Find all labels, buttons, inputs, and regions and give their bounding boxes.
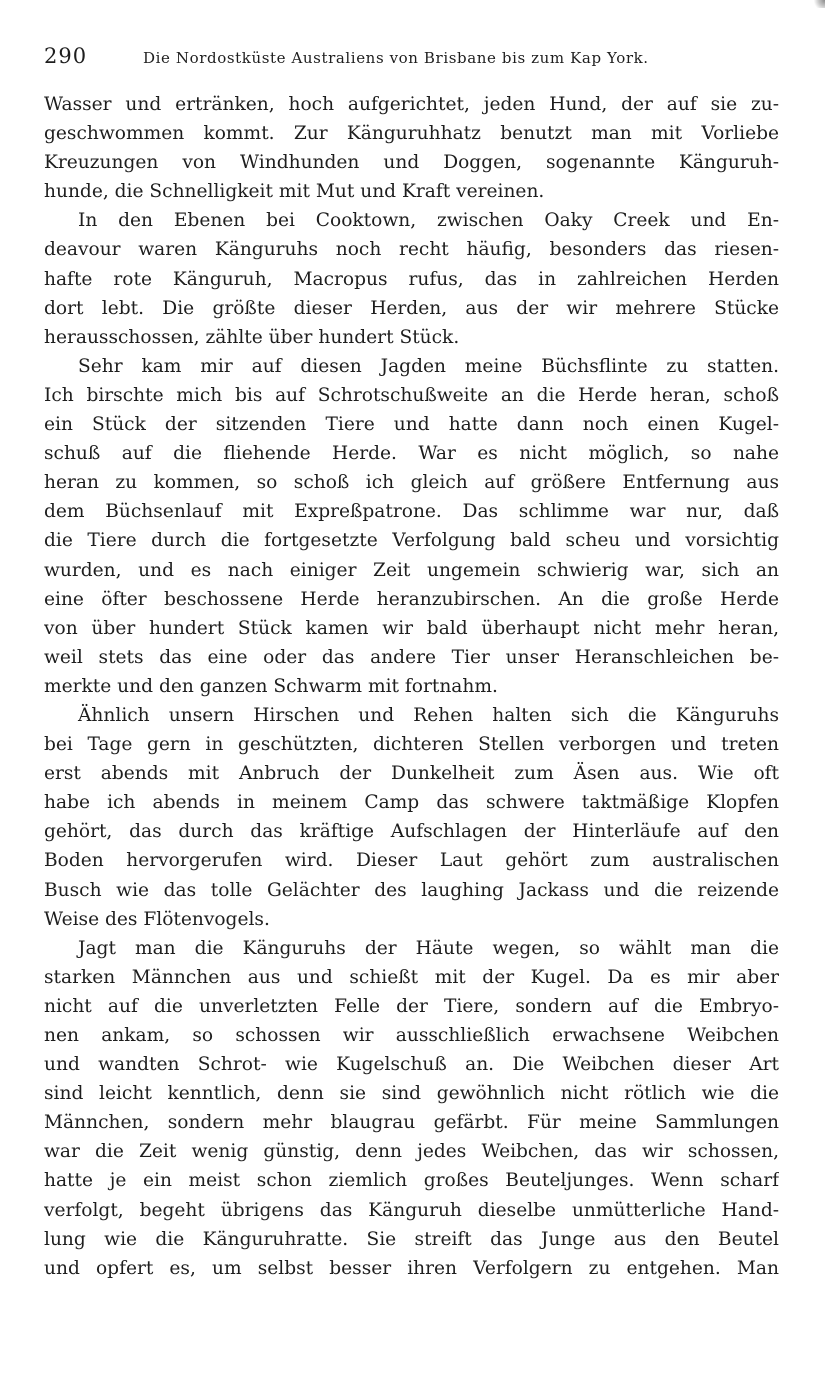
text-line: deavour waren Känguruhs noch recht häufig, besonders das riesen- [44,239,779,261]
paragraph [44,701,779,934]
text-line: schuß auf die fliehende Herde. War es nicht möglich, so nahe [44,443,779,465]
text-line: die Tiere durch die fortgesetzte Verfolgung bald scheu und vorsichtig [44,530,779,552]
text-line: Busch wie das tolle Gelächter des laughing Jackass und die reizende [44,879,779,901]
text-line: Ich birschte mich bis auf Schrotschußweite an die Herde heran, schoß [44,384,779,406]
text-line: herausschossen, zählte über hundert Stück. [44,326,460,348]
page-header [44,44,779,74]
text-line: von über hundert Stück kamen wir bald überhaupt nicht mehr heran, [44,617,779,639]
text-line: wurden, und es nach einiger Zeit ungemein schwierig war, sich an [44,559,779,581]
paragraph [44,352,779,701]
text-line: und opfert es, um selbst besser ihren Verfolgern zu entgehen. Man [44,1257,779,1279]
text-line: hafte rote Känguruh, Macropus rufus, das in zahlreichen Herden [44,268,779,290]
text-line: Männchen, sondern mehr blaugrau gefärbt. Für meine Sammlungen [44,1112,779,1134]
text-line: hatte je ein meist schon ziemlich großes Beuteljunges. Wenn scharf [44,1170,779,1192]
text-line: Ähnlich unsern Hirschen und Rehen halten sich die Känguruhs [78,704,779,726]
body-text [44,90,779,1283]
text-line: nen ankam, so schossen wir ausschließlich erwachsene Weibchen [44,1025,779,1046]
text-line: weil stets das eine oder das andere Tier unser Heranschleichen be- [44,646,779,668]
text-line: starken Männchen aus und schießt mit der Kugel. Da es mir aber [44,966,779,988]
text-line: Sehr kam mir auf diesen Jagden meine Büchsflinte zu statten. [78,355,779,377]
paragraph [44,934,779,1283]
paragraph [44,206,779,351]
text-line: war die Zeit wenig günstig, denn jedes Weibchen, das wir schossen, [44,1141,779,1163]
text-line: bei Tage gern in geschützten, dichteren Stellen verborgen und treten [44,734,779,756]
text-line: gehört, das durch das kräftige Aufschlagen der Hinterläufe auf den [44,821,779,843]
text-line: geschwommen kommt. Zur Känguruhhatz benutzt man mit Vorliebe [44,123,779,145]
text-line: Weise des Flötenvogels. [44,908,270,930]
text-line: sind leicht kenntlich, denn sie sind gewöhnlich nicht rötlich wie die [44,1083,779,1105]
text-line: erst abends mit Anbruch der Dunkelheit zum Äsen aus. Wie oft [44,763,779,785]
text-line: dem Büchsenlauf mit Expreßpatrone. Das schlimme war nur, daß [44,501,779,523]
text-line: habe ich abends in meinem Camp das schwere taktmäßige Klopfen [44,792,779,814]
text-line: lung wie die Känguruhratte. Sie streift das Junge aus den Beutel [44,1228,779,1250]
text-line: Wasser und ertränken, hoch aufgerichtet, jeden Hund, der auf sie zu- [44,94,779,115]
text-line: ein Stück der sitzenden Tiere und hatte dann noch einen Kugel- [44,414,779,436]
text-line: dort lebt. Die größte dieser Herden, aus der wir mehrere Stücke [44,297,779,319]
text-line: heran zu kommen, so schoß ich gleich auf größere Entfernung aus [44,472,779,494]
text-line: merkte und den ganzen Schwarm mit fortnahm. [44,675,498,697]
text-line: und wandten Schrot- wie Kugelschuß an. Die Weibchen dieser Art [44,1054,779,1076]
running-title: Die Nordostküste Australiens von Brisbane bis zum Kap York. [143,49,649,67]
text-line: Boden hervorgerufen wird. Dieser Laut gehört zum australischen [44,850,779,872]
text-line: nicht auf die unverletzten Felle der Tiere, sondern auf die Embryo- [44,995,779,1017]
text-line: Kreuzungen von Windhunden und Doggen, sogenannte Känguruh- [44,152,779,174]
paragraph [44,90,779,206]
text-line: Jagt man die Känguruhs der Häute wegen, so wählt man die [78,937,779,959]
text-line: eine öfter beschossene Herde heranzubirschen. An die große Herde [44,588,779,610]
scan-corner-mark [811,0,825,8]
page-number: 290 [44,44,88,68]
text-line: hunde, die Schnelligkeit mit Mut und Kraft vereinen. [44,181,545,203]
text-line: In den Ebenen bei Cooktown, zwischen Oaky Creek und En- [78,210,779,232]
text-line: verfolgt, begeht übrigens das Känguruh dieselbe unmütterliche Hand- [44,1199,779,1221]
